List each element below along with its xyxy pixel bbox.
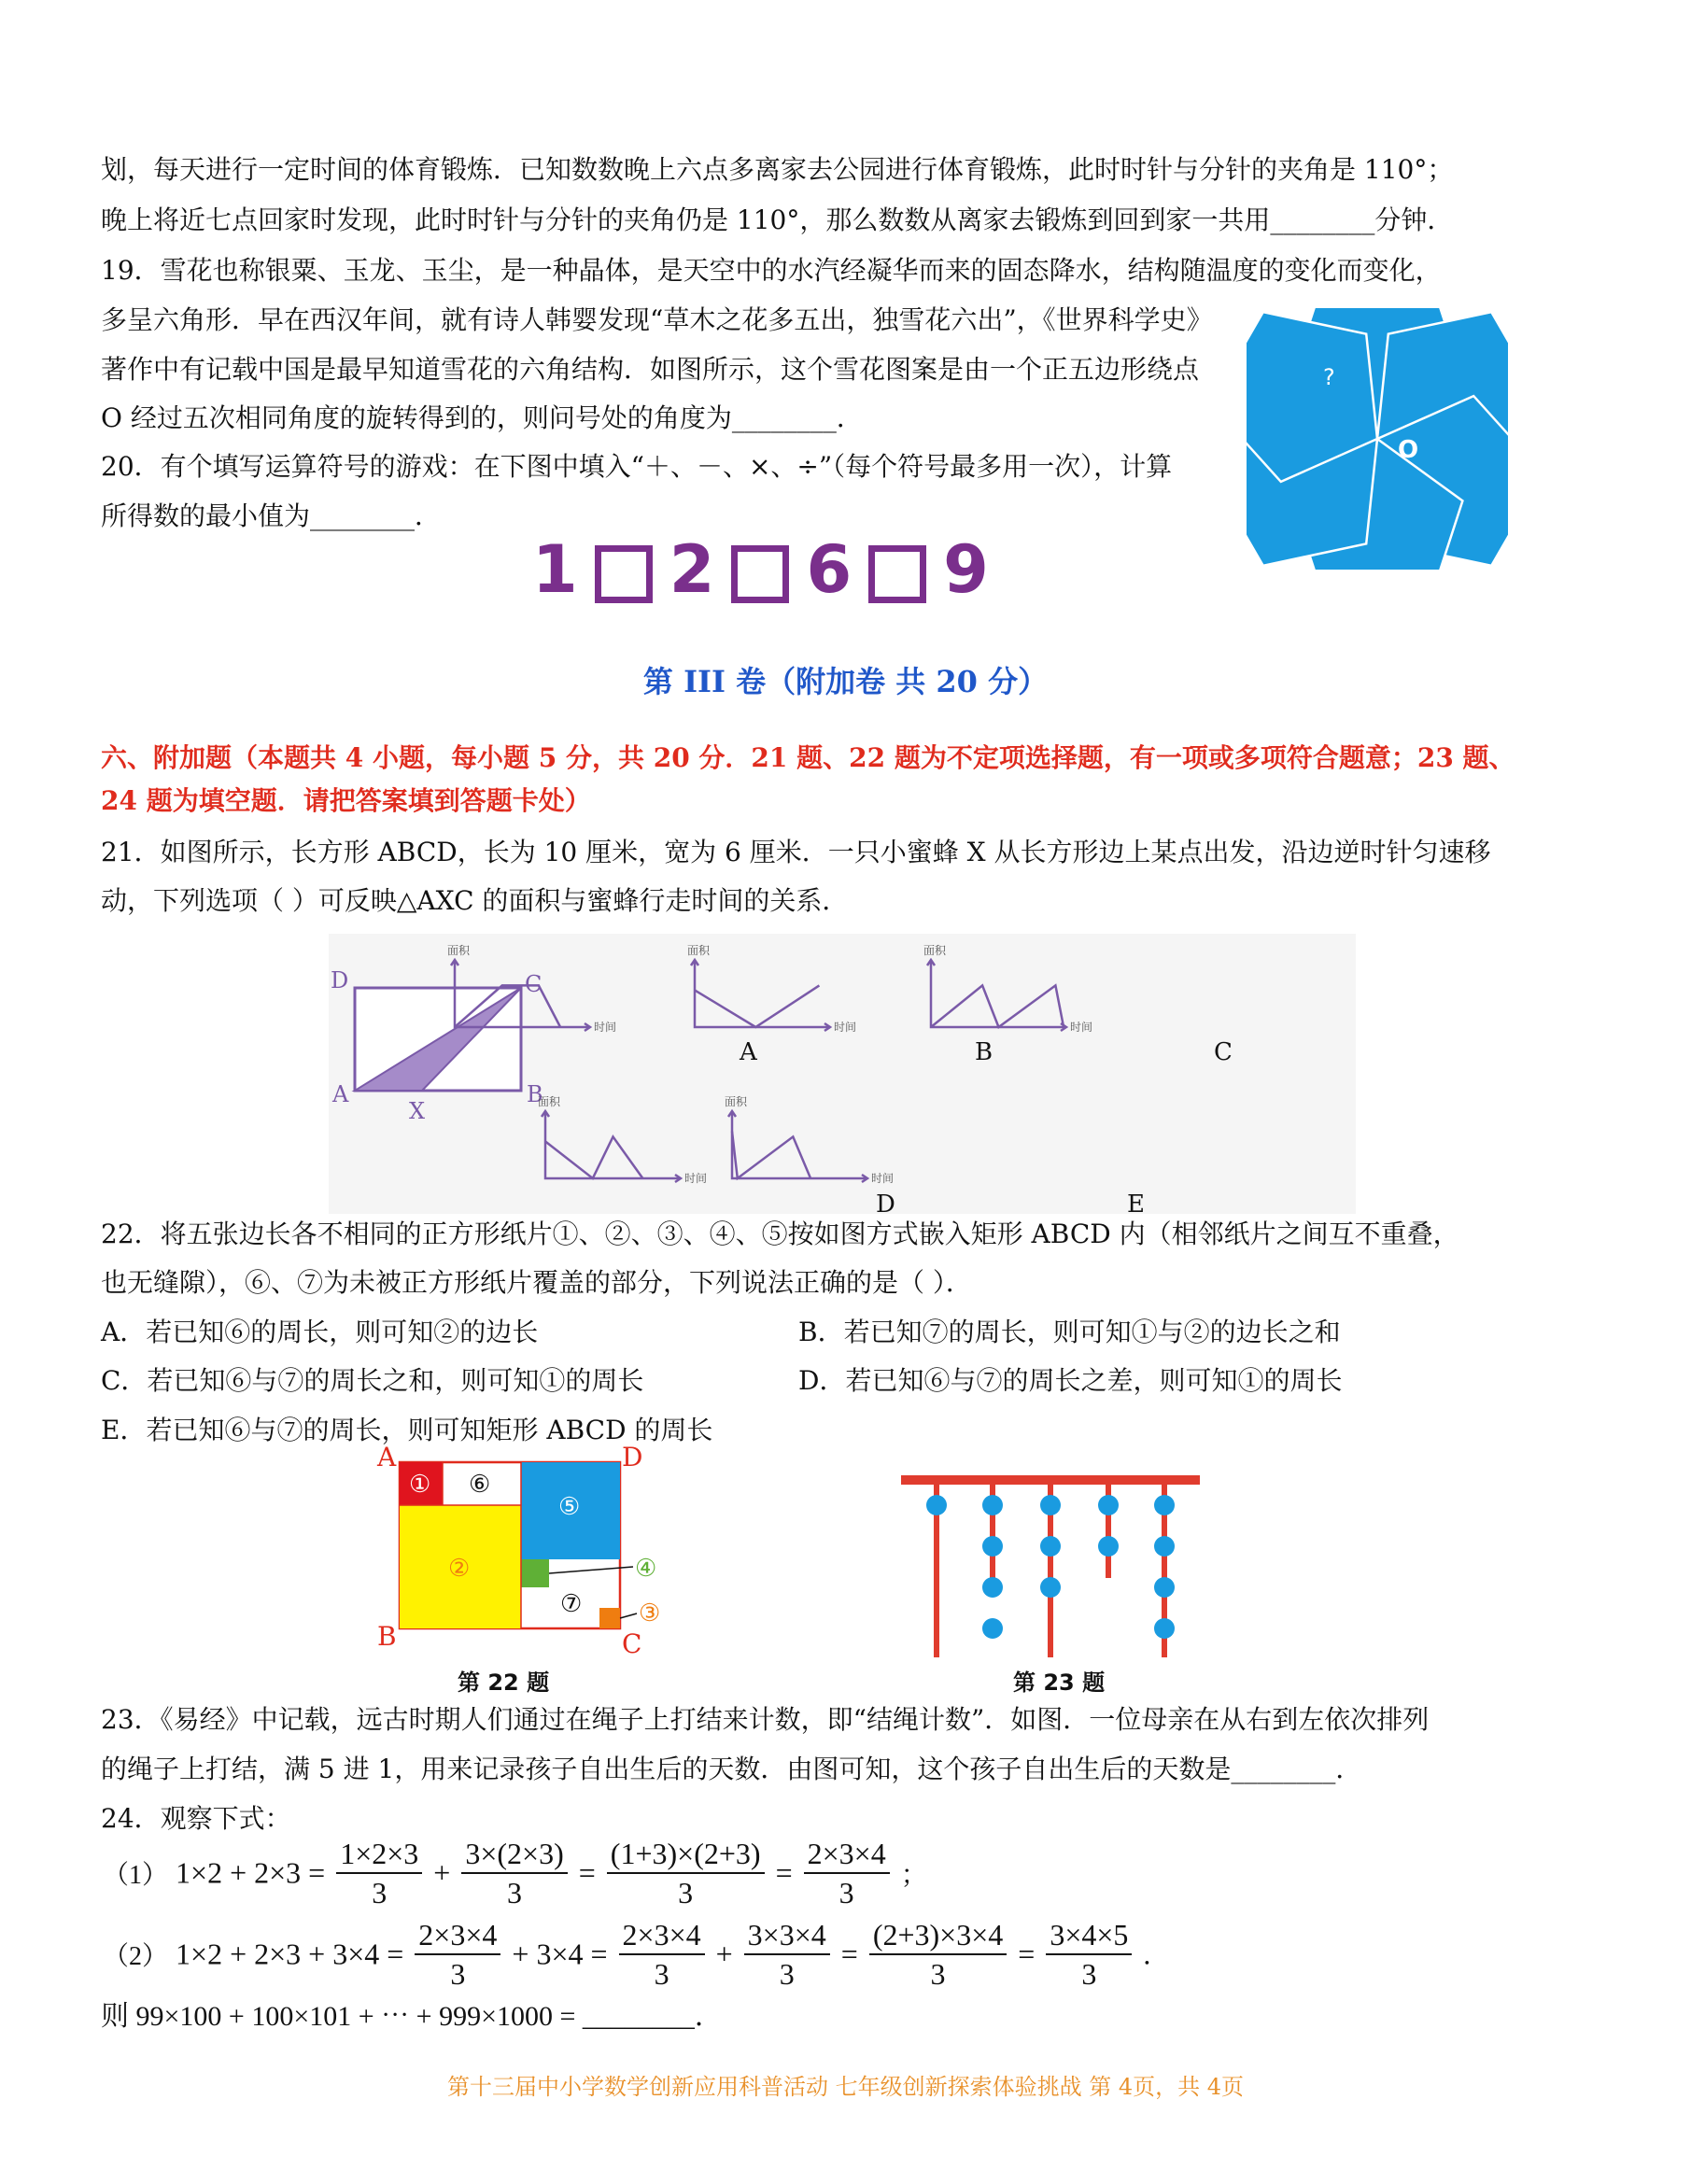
fraction: $\frac{1\times 2\times 3}{3}$ (336, 1835, 422, 1911)
label-square-4: ④ (635, 1555, 657, 1583)
q22-option-b: B．若已知⑦的周长，则可知①与②的边长之和 (798, 1317, 1341, 1347)
page-footer: 第十三届中小学数学创新应用科普活动 七年级创新探索体验挑战 第 4页，共 4页 (446, 2074, 1245, 2100)
fraction: $\frac{3\times 3\times 4}{3}$ (744, 1916, 830, 1993)
square-4 (521, 1559, 549, 1587)
q19-line3: 著作中有记载中国是最早知道雪花的六角结构．如图所示，这个雪花图案是由一个正五边形绕点 (101, 354, 1200, 385)
section-instructions-2: 24 题为填空题．请把答案填到答题卡处） (101, 785, 591, 816)
x-axis-label: 时间 (594, 1021, 617, 1034)
q18-line2: 晚上将近七点回家时发现，此时时针与分针的夹角仍是 110°，那么数数从离家去锻炼到回到家一共用________分钟． (101, 204, 1454, 235)
q22-option-a: A．若已知⑥的周长，则可知②的边长 (101, 1317, 539, 1347)
top-bar (901, 1475, 1200, 1485)
q22-figure (364, 1445, 682, 1666)
knot (1040, 1495, 1061, 1515)
q22-option-e: E．若已知⑥与⑦的周长，则可知矩形 ABCD 的周长 (101, 1415, 713, 1445)
q20-line1: 20．有个填写运算符号的游戏：在下图中填入“＋、－、×、÷”（每个符号最多用一次），计算 (101, 451, 1173, 482)
point-o-label: O (1398, 436, 1419, 464)
label-b: B (527, 1081, 543, 1107)
operator-puzzle (532, 532, 989, 607)
knot (982, 1577, 1003, 1598)
label-square-1: ① (409, 1471, 431, 1499)
q18-line1: 划，每天进行一定时间的体育锻炼．已知数数晚上六点多离家去公园进行体育锻炼，此时时针与分针的夹角是 110°； (101, 154, 1454, 185)
fraction: $\frac{3\times 4\times 5}{3}$ (1046, 1916, 1132, 1993)
eq2-label: （2） (103, 1942, 169, 1971)
label-region-7: ⑦ (560, 1590, 583, 1618)
section-title: 第 III 卷（附加卷 共 20 分） (642, 664, 1049, 699)
operator-box (868, 545, 926, 603)
knot (1098, 1536, 1119, 1557)
knot (1098, 1495, 1119, 1515)
knot (1040, 1536, 1061, 1557)
puzzle-number: 9 (943, 531, 989, 608)
eq2-lhs: 1×2 + 2×3 + 3×4 = (176, 1937, 404, 1971)
q20-line2: 所得数的最小值为________． (101, 500, 442, 531)
q23-line1: 23．《易经》中记载，远古时期人们通过在绳子上打结来计数，即“结绳计数”．如图．一位母亲在从右到左依次排列 (101, 1704, 1430, 1735)
label-square-3: ③ (639, 1599, 661, 1627)
square-3 (599, 1608, 620, 1628)
knot (1154, 1577, 1175, 1598)
q19-line4: O 经过五次相同角度的旋转得到的，则问号处的角度为________． (101, 402, 863, 433)
q23-caption: 第 23 题 (1013, 1670, 1106, 1696)
x-axis-label: 时间 (1070, 1021, 1093, 1034)
knot (1154, 1618, 1175, 1639)
label-square-5: ⑤ (558, 1493, 581, 1521)
fraction: $\frac{(2+3)\times 3\times 4}{3}$ (869, 1916, 1007, 1993)
fraction: $\frac{2\times 3\times 4}{3}$ (619, 1916, 705, 1993)
q24-final: 则 99×100 + 100×101 + ⋯ + 999×1000 = ________． (101, 2001, 723, 2032)
q23-figure (892, 1466, 1209, 1662)
fraction: $\frac{3\times(2\times 3)}{3}$ (461, 1835, 567, 1911)
q19-line2: 多呈六角形．早在西汉年间，就有诗人韩婴发现“草木之花多五出，独雪花六出”，《世界科学史》 (101, 304, 1213, 335)
knot (1154, 1536, 1175, 1557)
fraction: $\frac{2\times 3\times 4}{3}$ (415, 1916, 500, 1993)
eq1-lhs: 1×2 + 2×3 = (176, 1855, 326, 1890)
q22-option-d: D．若已知⑥与⑦的周长之差，则可知①的周长 (798, 1365, 1343, 1396)
question-mark-label: ? (1323, 364, 1335, 390)
knot (982, 1618, 1003, 1639)
knot (982, 1536, 1003, 1557)
y-axis-label: 面积 (725, 1095, 748, 1108)
knot (982, 1495, 1003, 1515)
q21-figure (329, 934, 1356, 1214)
label-c: C (622, 1628, 642, 1659)
q22-caption: 第 22 题 (458, 1670, 550, 1696)
q24-equation-1: （1） 1×2 + 2×3 = $\frac{1\times 2\times 3}{3}$ + $\frac{3\times(2\times 3)}{3}$ = $\frac{(1+3)\times(2+3)}{3}$ = $\frac{2\times 3\times 4}{3}$ ； (103, 1837, 927, 1909)
q23-line2: 的绳子上打结，满 5 进 1，用来记录孩子自出生后的天数．由图可知，这个孩子自出生后的天数是________． (101, 1754, 1362, 1784)
label-a: A (332, 1081, 349, 1107)
option-c-label: C (1214, 1038, 1233, 1066)
y-axis-label: 面积 (923, 944, 947, 957)
puzzle-number: 6 (806, 531, 853, 608)
operator-box (595, 545, 653, 603)
snowflake-figure (1247, 308, 1508, 570)
option-b-label: B (975, 1038, 993, 1066)
puzzle-number: 1 (532, 531, 578, 608)
label-c: C (525, 971, 543, 997)
option-e-label: E (1127, 1191, 1145, 1214)
q21-line1: 21．如图所示，长方形 ABCD，长为 10 厘米，宽为 6 厘米．一只小蜜蜂 X 从长方形边上某点出发，沿边逆时针匀速移 (101, 837, 1491, 867)
q22-line2: 也无缝隙），⑥、⑦为未被正方形纸片覆盖的部分，下列说法正确的是（ ）． (101, 1267, 972, 1298)
q24-equation-2: （2） 1×2 + 2×3 + 3×4 = $\frac{2\times 3\times 4}{3}$ + 3×4 = $\frac{2\times 3\times 4}{3}$ + $\frac{3\times 3\times 4}{3}$ = $\frac{(2+3)\times 3\times 4}{3}$ = $\frac{3\times 4\times 5}{3}$ . (103, 1918, 1151, 1991)
x-axis-label: 时间 (834, 1021, 857, 1034)
knot (1154, 1495, 1175, 1515)
label-d: D (622, 1445, 643, 1472)
q21-line2: 动，下列选项（ ）可反映△AXC 的面积与蜜蜂行走时间的关系． (101, 885, 849, 916)
x-axis-label: 时间 (871, 1172, 895, 1185)
x-axis-label: 时间 (684, 1172, 708, 1185)
q22-line1: 22．将五张边长各不相同的正方形纸片①、②、③、④、⑤按如图方式嵌入矩形 ABCD 内（相邻纸片之间互不重叠， (101, 1219, 1459, 1249)
q22-option-c: C．若已知⑥与⑦的周长之和，则可知①的周长 (101, 1365, 644, 1396)
option-d-label: D (876, 1191, 895, 1214)
section-instructions-1: 六、附加题（本题共 4 小题，每小题 5 分，共 20 分．21 题、22 题为不定项选择题，有一项或多项符合题意；23 题、 (101, 742, 1515, 773)
operator-box (731, 545, 789, 603)
q19-line1: 19．雪花也称银粟、玉龙、玉尘，是一种晶体，是天空中的水汽经凝华而来的固态降水，结构随温度的变化而变化， (101, 255, 1442, 286)
label-region-6: ⑥ (469, 1471, 491, 1499)
label-x: X (409, 1098, 426, 1124)
fraction: $\frac{2\times 3\times 4}{3}$ (804, 1835, 890, 1911)
y-axis-label: 面积 (447, 944, 471, 957)
knot (926, 1495, 947, 1515)
eq1-label: （1） (103, 1861, 169, 1890)
label-b: B (377, 1621, 397, 1652)
option-a-label: A (740, 1038, 757, 1066)
knot (1040, 1577, 1061, 1598)
puzzle-number: 2 (669, 531, 715, 608)
q24-intro: 24．观察下式： (101, 1803, 291, 1834)
fraction: $\frac{(1+3)\times(2+3)}{3}$ (607, 1835, 765, 1911)
label-a: A (377, 1445, 397, 1472)
y-axis-label: 面积 (687, 944, 711, 957)
label-square-2: ② (448, 1555, 471, 1583)
y-axis-label: 面积 (538, 1095, 561, 1108)
label-d: D (331, 967, 349, 993)
